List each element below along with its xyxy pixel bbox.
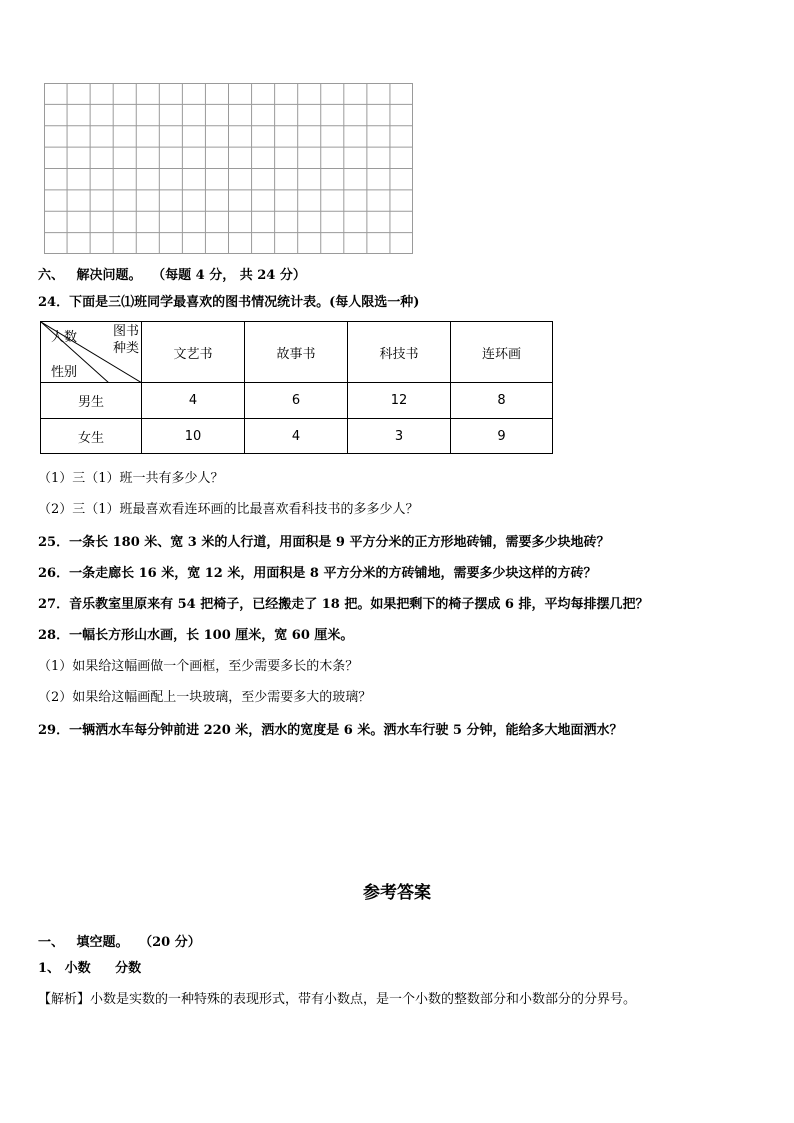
row-label: 女生 — [41, 419, 142, 454]
question-28: 28．一幅长方形山水画，长 100 厘米，宽 60 厘米。 — [38, 628, 354, 643]
table-cell: 6 — [245, 383, 348, 419]
answers-section-1-title: 填空题。 — [76, 935, 129, 950]
question-29: 29．一辆洒水车每分钟前进 220 米，洒水的宽度是 6 米。洒水车行驶 5 分钟，能给多大地面洒水？ — [38, 723, 623, 738]
section-6-score: （每题 4 分， 共 24 分） — [152, 268, 306, 283]
answer-1-number: 1、 — [38, 961, 61, 976]
corner-label-gender: 性别 — [51, 365, 78, 380]
question-24-part-2: （2）三（1）班最喜欢看连环画的比最喜欢看科技书的多多少人？ — [38, 502, 419, 517]
table-cell: 10 — [142, 419, 245, 454]
answers-section-1-heading — [38, 931, 201, 950]
question-28-part-1: （1）如果给这幅画做一个画框，至少需要多长的木条？ — [38, 659, 359, 674]
answer-1-analysis: 【解析】小数是实数的一种特殊的表现形式，带有小数点，是一个小数的整数部分和小数部分的分界号。 — [38, 992, 637, 1007]
answers-title: 参考答案 — [363, 883, 431, 903]
section-6-label: 六、 — [38, 268, 65, 283]
answers-section-1-score: （20 分） — [139, 935, 201, 950]
answers-section-1-label: 一、 — [38, 935, 65, 950]
table-row-boys — [41, 383, 553, 419]
col-header-story: 故事书 — [245, 322, 348, 383]
table-corner-header — [41, 322, 142, 383]
row-label: 男生 — [41, 383, 142, 419]
table-cell: 4 — [245, 419, 348, 454]
table-row-girls — [41, 419, 553, 454]
col-header-literature: 文艺书 — [142, 322, 245, 383]
answer-1-part-2: 分数 — [115, 961, 142, 976]
grid-paper — [44, 83, 413, 254]
question-28-part-2: （2）如果给这幅画配上一块玻璃，至少需要多大的玻璃？ — [38, 690, 372, 705]
section-6-heading — [38, 264, 306, 283]
book-stats-table — [40, 321, 553, 454]
table-cell: 3 — [348, 419, 451, 454]
table-cell: 8 — [451, 383, 553, 419]
question-25: 25．一条长 180 米、宽 3 米的人行道，用面积是 9 平方分米的正方形地砖铺，需要多少块地砖？ — [38, 535, 610, 550]
answer-1-part-1: 小数 — [64, 961, 91, 976]
question-27: 27．音乐教室里原来有 54 把椅子，已经搬走了 18 把。如果把剩下的椅子摆成 6 排，平均每排摆几把？ — [38, 597, 649, 612]
answer-1 — [38, 957, 141, 976]
table-cell: 4 — [142, 383, 245, 419]
col-header-science: 科技书 — [348, 322, 451, 383]
section-6-title: 解决问题。 — [76, 268, 142, 283]
question-26: 26．一条走廊长 16 米，宽 12 米，用面积是 8 平方分米的方砖铺地，需要多少块这样的方砖？ — [38, 566, 597, 581]
table-cell: 12 — [348, 383, 451, 419]
table-cell: 9 — [451, 419, 553, 454]
corner-label-count: 人数 — [51, 330, 78, 345]
corner-label-type: 种类 — [113, 341, 140, 356]
question-24-part-1: （1）三（1）班一共有多少人？ — [38, 471, 224, 486]
corner-label-books: 图书 — [113, 324, 140, 339]
question-24: 24．下面是三⑴班同学最喜欢的图书情况统计表。(每人限选一种) — [38, 295, 420, 310]
col-header-comics: 连环画 — [451, 322, 553, 383]
